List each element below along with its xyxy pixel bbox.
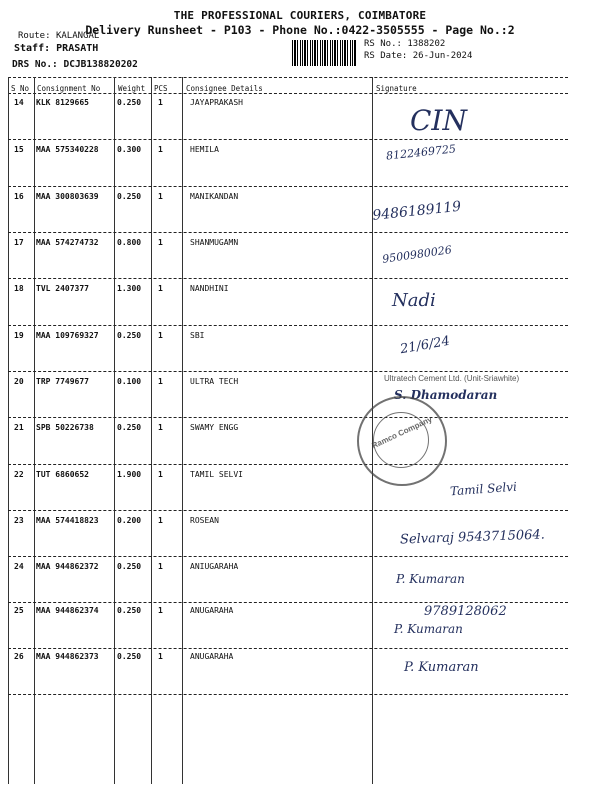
row-consignment: KLK 8129665 (36, 98, 89, 107)
row-separator (8, 278, 568, 279)
staff-line (14, 43, 98, 54)
signature-row-17: 9500980026 (381, 243, 453, 266)
row-pcs: 1 (158, 284, 163, 293)
runsheet-title: Delivery Runsheet - P103 - Phone No.:0422-3505555 - Page No.:2 (85, 23, 515, 37)
col-header-sno: S No (11, 84, 30, 93)
signature-row-20: S. Dhamodaran (394, 388, 498, 402)
row-consignee: HEMILA (190, 145, 219, 154)
row-weight: 0.100 (117, 377, 142, 386)
row-consignment: TUT 6860652 (36, 470, 89, 479)
row-weight: 0.250 (117, 331, 142, 340)
row-consignment: MAA 574274732 (36, 238, 99, 247)
route-value: KALANGAL (55, 31, 100, 41)
row-sno: 21 (14, 423, 24, 432)
signature-row-24: P. Kumaran (396, 572, 465, 586)
signature-row-25-phone: 9789128062 (424, 604, 507, 619)
table-top-rule (8, 77, 568, 78)
row-separator (8, 648, 568, 649)
row-pcs: 1 (158, 98, 163, 107)
col-header-pcs: PCS (154, 84, 168, 93)
row-sno: 18 (14, 284, 24, 293)
row-sno: 14 (14, 98, 24, 107)
row-separator (8, 186, 568, 187)
row-separator (8, 139, 568, 140)
col-header-consignment: Consignment No (37, 84, 101, 93)
row-pcs: 1 (158, 238, 163, 247)
signature-row-22: Tamil Selvi (449, 479, 518, 499)
row-consignment: MAA 944862374 (36, 606, 99, 615)
row-sno: 20 (14, 377, 24, 386)
row-weight: 0.250 (117, 562, 142, 571)
row-separator (8, 417, 568, 418)
row-sno: 22 (14, 470, 24, 479)
row-sno: 15 (14, 145, 24, 154)
row-pcs: 1 (158, 516, 163, 525)
signature-row-23: Selvaraj 9543715064. (399, 527, 546, 548)
table-row (0, 238, 600, 283)
row-consignment: MAA 575340228 (36, 145, 99, 154)
table-row (0, 331, 600, 376)
drs-value: DCJB138820202 (63, 59, 138, 70)
row-pcs: 1 (158, 470, 163, 479)
row-consignment: MAA 109769327 (36, 331, 99, 340)
signature-row-16: 9486189119 (371, 198, 462, 224)
row-weight: 0.250 (117, 423, 142, 432)
row-consignee: SWAMY ENGG (190, 423, 239, 432)
row-consignment: SPB 50226738 (36, 423, 94, 432)
staff-value: PRASATH (56, 43, 99, 54)
rs-number: RS No.: 1388202 (364, 39, 446, 49)
row-sno: 25 (14, 606, 24, 615)
row-pcs: 1 (158, 652, 163, 661)
table-row (0, 145, 600, 190)
row-sno: 24 (14, 562, 24, 571)
row-pcs: 1 (158, 145, 163, 154)
company-title: THE PROFESSIONAL COURIERS, COIMBATORE (173, 9, 427, 22)
row-separator (8, 232, 568, 233)
route-line (18, 31, 99, 41)
row-consignment: MAA 574418823 (36, 516, 99, 525)
table-row (0, 98, 600, 143)
row-pcs: 1 (158, 331, 163, 340)
row-consignment: TRP 7749677 (36, 377, 89, 386)
table-row (0, 652, 600, 697)
row-separator (8, 371, 568, 372)
row-sno: 17 (14, 238, 24, 247)
drs-line (12, 59, 138, 70)
signature-row-25: P. Kumaran (394, 622, 463, 636)
row-separator (8, 556, 568, 557)
row-consignee: ULTRA TECH (190, 377, 239, 386)
signature-row-19: 21/6/24 (399, 333, 452, 358)
row-weight: 1.300 (117, 284, 142, 293)
row-consignment: MAA 944862373 (36, 652, 99, 661)
table-row (0, 606, 600, 651)
row-sno: 16 (14, 192, 24, 201)
col-header-weight: Weight (118, 84, 146, 93)
row-weight: 0.250 (117, 606, 142, 615)
row-weight: 0.250 (117, 98, 142, 107)
row-weight: 0.300 (117, 145, 142, 154)
header-bottom-rule (8, 93, 568, 94)
row-separator (8, 464, 568, 465)
row-consignment: MAA 944862372 (36, 562, 99, 571)
table-row (0, 284, 600, 329)
signature-row-26: P. Kumaran (404, 660, 479, 675)
row-consignee: ANIUGARAHA (190, 562, 239, 571)
row-sno: 23 (14, 516, 24, 525)
row-pcs: 1 (158, 562, 163, 571)
row-pcs: 1 (158, 606, 163, 615)
row-consignee: MANIKANDAN (190, 192, 239, 201)
row-consignee: ANUGARAHA (190, 652, 234, 661)
signature-row-18: Nadi (392, 290, 436, 311)
drs-label: DRS No.: (12, 59, 58, 70)
row-separator (8, 602, 568, 603)
row-weight: 0.250 (117, 192, 142, 201)
row-sno: 19 (14, 331, 24, 340)
row-separator (8, 325, 568, 326)
rs-date: RS Date: 26-Jun-2024 (364, 51, 473, 61)
table-row (0, 423, 600, 468)
row-consignee: ANUGARAHA (190, 606, 234, 615)
row-consignee: SHANMUGAMN (190, 238, 239, 247)
row-separator (8, 510, 568, 511)
staff-label: Staff: (14, 43, 51, 54)
row-weight: 0.200 (117, 516, 142, 525)
row-weight: 0.800 (117, 238, 142, 247)
row-weight: 0.250 (117, 652, 142, 661)
row-pcs: 1 (158, 377, 163, 386)
row-consignee: SBI (190, 331, 205, 340)
row-sno: 26 (14, 652, 24, 661)
round-company-seal (357, 396, 447, 486)
signature-row-15: 8122469725 (385, 142, 457, 163)
signature-row-14: CIN (410, 104, 467, 137)
col-header-signature: Signature (376, 84, 417, 93)
row-consignee: TAMIL SELVI (190, 470, 243, 479)
row-pcs: 1 (158, 423, 163, 432)
row-pcs: 1 (158, 192, 163, 201)
seal-text: Ramco Company (370, 414, 434, 451)
row-weight: 1.900 (117, 470, 142, 479)
col-header-consignee: Consignee Details (186, 84, 263, 93)
row-consignee: NANDHINI (190, 284, 229, 293)
row-separator (8, 694, 568, 695)
barcode-graphic (292, 40, 356, 66)
row-consignment: MAA 300803639 (36, 192, 99, 201)
ultratech-company-stamp: Ultratech Cement Ltd. (Unit-Sriawhite) (384, 374, 520, 383)
row-consignee: JAYAPRAKASH (190, 98, 243, 107)
route-label: Route: (18, 31, 51, 41)
row-consignment: TVL 2407377 (36, 284, 89, 293)
row-consignee: ROSEAN (190, 516, 219, 525)
table-row (0, 562, 600, 607)
